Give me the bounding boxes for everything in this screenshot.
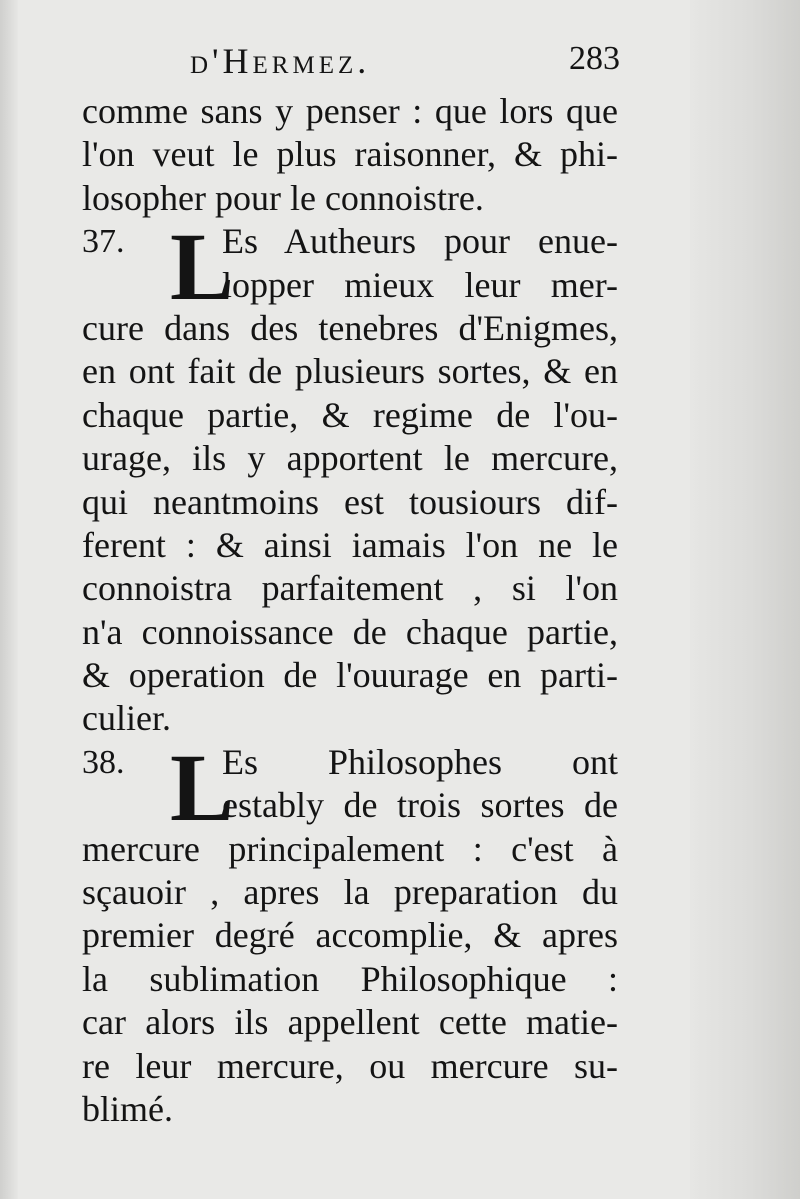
running-title: d'Hermez. [190, 41, 371, 81]
text-line: premier degré accomplie, & apres [82, 915, 618, 956]
text-line: qui neantmoins est tousiours dif- [82, 481, 618, 522]
text-line: losopher pour le connoistre. [82, 177, 484, 218]
text-line: chaque partie, & regime de l'ou- [82, 394, 618, 435]
drop-cap: L [170, 213, 235, 321]
text-line: n'a connoissance de chaque partie, [82, 611, 618, 652]
text-line: Es Philosophes ont [222, 741, 618, 782]
text-line: estably de trois sortes de [222, 785, 618, 826]
text-line: connoistra parfaitement , si l'on [82, 568, 618, 609]
text-line: lopper mieux leur mer- [222, 264, 618, 305]
text-line: ferent : & ainsi iamais l'on ne le [82, 524, 618, 565]
text-line: la sublimation Philosophique : [82, 958, 618, 999]
text-line: & operation de l'ouurage en parti- [82, 655, 618, 696]
text-line: sçauoir , apres la preparation du [82, 872, 618, 913]
paragraph-37 [82, 213, 618, 741]
text-line: en ont fait de plusieurs sortes, & en [82, 351, 618, 392]
text-line: re leur mercure, ou mercure su- [82, 1045, 618, 1086]
paragraph-38 [82, 733, 618, 1132]
page-margin [690, 0, 800, 1199]
text-line: culier. [82, 698, 171, 739]
text-body [82, 90, 618, 1131]
text-line: urage, ils y apportent le mercure, [82, 438, 618, 479]
text-line: car alors ils appellent cette matie- [82, 1002, 618, 1043]
page-gutter [0, 0, 18, 1199]
paragraph-number: 37. [82, 223, 125, 261]
text-line: blimé. [82, 1088, 173, 1129]
paragraph-number: 38. [82, 743, 125, 781]
drop-cap: L [170, 733, 235, 841]
text-line: mercure principalement : c'est à [82, 828, 618, 869]
page-number: 283 [569, 40, 620, 77]
text-line: Es Autheurs pour enue- [222, 221, 618, 262]
text-line: cure dans des tenebres d'Enigmes, [82, 307, 618, 348]
text-line: comme sans y penser : que lors que [82, 91, 618, 131]
text-line: l'on veut le plus raisonner, & phi- [82, 134, 618, 175]
